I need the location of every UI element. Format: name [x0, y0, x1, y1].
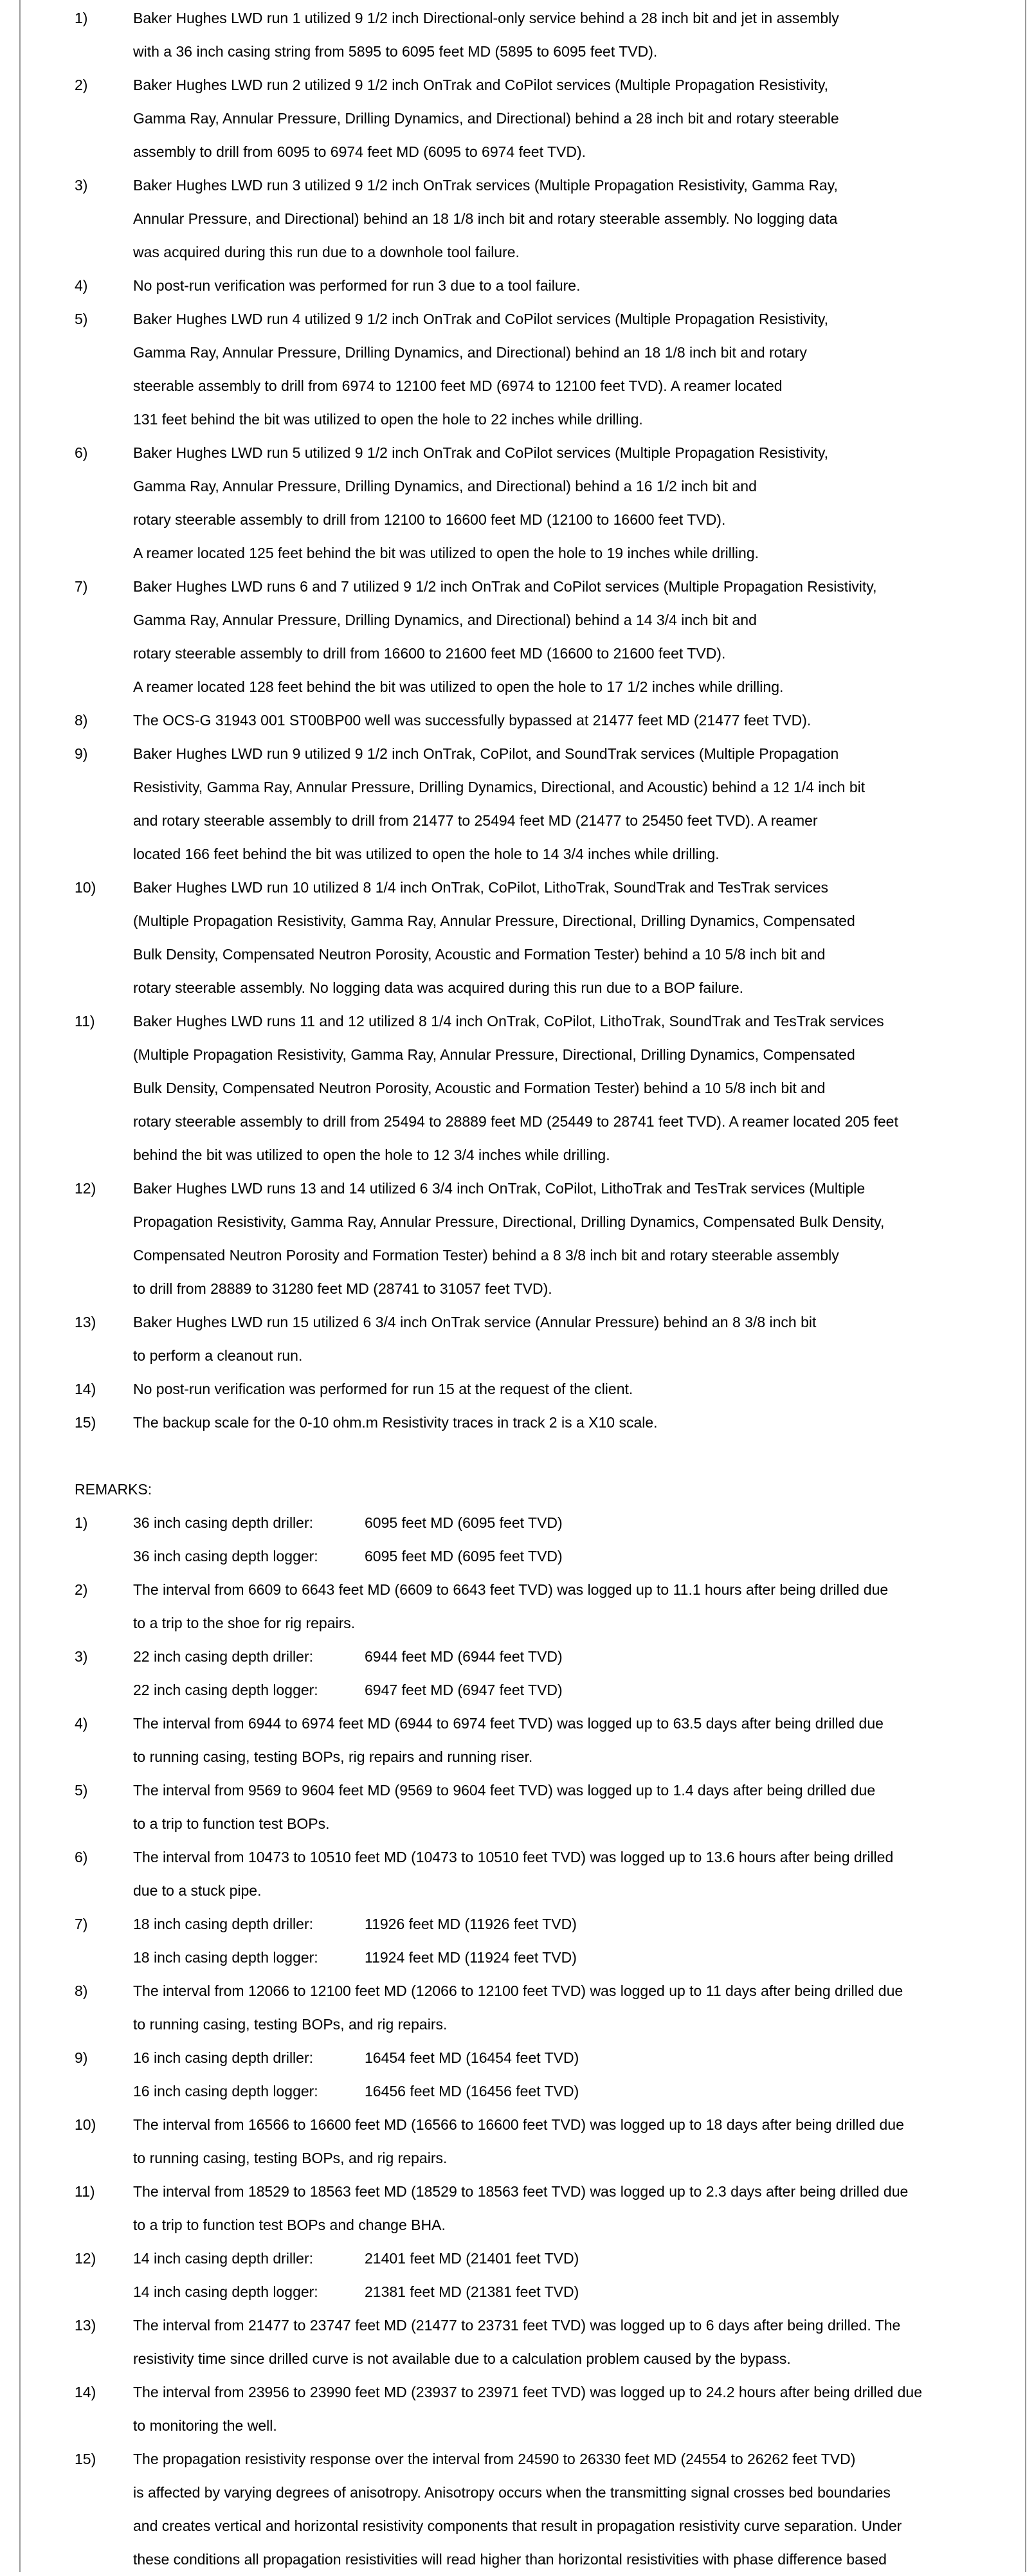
note-item	[0, 168, 1034, 269]
note-item-text-line: to drill from 28889 to 31280 feet MD (28741 to 31057 feet TVD).	[133, 1280, 552, 1297]
casing-depth-value: 16454 feet MD (16454 feet TVD)	[365, 2049, 579, 2066]
note-item-number: 1)	[75, 10, 88, 26]
casing-depth-row	[133, 1941, 1034, 1974]
remark-item-text-line: and creates vertical and horizontal resistivity components that result in propagation resistivity curve separation. Under	[133, 2517, 902, 2534]
note-item-number: 15)	[75, 1414, 96, 1431]
casing-depth-row	[133, 1907, 1034, 1941]
remark-item-number: 7)	[75, 1916, 88, 1932]
casing-depth-row	[133, 2275, 1034, 2308]
remark-item-number: 12)	[75, 2250, 96, 2267]
casing-depth-value: 21401 feet MD (21401 feet TVD)	[365, 2250, 579, 2267]
note-item-number: 6)	[75, 444, 88, 461]
remarks-heading: REMARKS:	[75, 1481, 152, 1498]
casing-depth-value: 16456 feet MD (16456 feet TVD)	[365, 2083, 579, 2100]
note-item-text-line: The OCS-G 31943 001 ST00BP00 well was successfully bypassed at 21477 feet MD (21477 feet TVD).	[133, 712, 812, 729]
remark-item-number: 8)	[75, 1982, 88, 1999]
note-item-text-line: Baker Hughes LWD run 10 utilized 8 1/4 inch OnTrak, CoPilot, LithoTrak, SoundTrak and TesTrak services	[133, 879, 829, 896]
remark-item-number: 5)	[75, 1782, 88, 1799]
note-item-number: 12)	[75, 1180, 96, 1197]
note-item-text-line: Gamma Ray, Annular Pressure, Drilling Dynamics, and Directional) behind a 28 inch bit and rotary steerable	[133, 110, 839, 127]
note-item-text-line: Compensated Neutron Porosity and Formation Tester) behind a 8 3/8 inch bit and rotary steerable assembly	[133, 1247, 839, 1264]
notes-list	[0, 1, 1034, 1439]
note-item-number: 3)	[75, 177, 88, 194]
remark-item-text-line: these conditions all propagation resistivities will read higher than horizontal resistivities with phase difference based	[133, 2551, 887, 2568]
note-item-text-line: rotary steerable assembly to drill from 12100 to 16600 feet MD (12100 to 16600 feet TVD).	[133, 511, 726, 528]
note-item-number: 10)	[75, 879, 96, 896]
remark-item-number: 9)	[75, 2049, 88, 2066]
note-item	[0, 1172, 1034, 1305]
remark-item-text-line: The interval from 23956 to 23990 feet MD (23937 to 23971 feet TVD) was logged up to 24.2 hours after being drilled due	[133, 2384, 923, 2400]
note-item	[0, 269, 1034, 302]
note-item-number: 13)	[75, 1314, 96, 1330]
casing-depth-row	[133, 1673, 1034, 1707]
note-item-text-line: Gamma Ray, Annular Pressure, Drilling Dynamics, and Directional) behind a 14 3/4 inch bit and	[133, 612, 757, 628]
note-item	[0, 1004, 1034, 1172]
note-item-text-line: steerable assembly to drill from 6974 to 12100 feet MD (6974 to 12100 feet TVD). A reamer located	[133, 377, 783, 394]
remark-item-text-line: The interval from 12066 to 12100 feet MD (12066 to 12100 feet TVD) was logged up to 11 days after being drilled due	[133, 1982, 903, 1999]
note-item-text-line: to perform a cleanout run.	[133, 1347, 303, 1364]
remark-item-text-line: to running casing, testing BOPs, and rig repairs.	[133, 2016, 448, 2033]
remark-item-number: 1)	[75, 1514, 88, 1531]
note-item	[0, 1305, 1034, 1372]
note-item-text-line: Propagation Resistivity, Gamma Ray, Annular Pressure, Directional, Drilling Dynamics, Compensated Bulk Density,	[133, 1213, 885, 1230]
remark-item-text-line: The interval from 6944 to 6974 feet MD (6944 to 6974 feet TVD) was logged up to 63.5 days after being drilled due	[133, 1715, 884, 1732]
note-item-number: 4)	[75, 277, 88, 294]
casing-depth-label: 18 inch casing depth driller:	[133, 1916, 313, 1932]
remark-item-number: 6)	[75, 1849, 88, 1865]
remark-item	[0, 1840, 1034, 1907]
casing-depth-label: 22 inch casing depth logger:	[133, 1682, 318, 1698]
remark-item-number: 2)	[75, 1581, 88, 1598]
note-item	[0, 570, 1034, 703]
note-item-text-line: Baker Hughes LWD runs 13 and 14 utilized 6 3/4 inch OnTrak, CoPilot, LithoTrak and TesTrak services (Multiple	[133, 1180, 866, 1197]
casing-depth-value: 11924 feet MD (11924 feet TVD)	[365, 1949, 577, 1966]
casing-depth-label: 16 inch casing depth driller:	[133, 2049, 313, 2066]
casing-depth-label: 18 inch casing depth logger:	[133, 1949, 318, 1966]
remark-item	[0, 1773, 1034, 1840]
remark-item	[0, 1907, 1034, 1974]
remark-item	[0, 2242, 1034, 2308]
remark-item-number: 15)	[75, 2451, 96, 2467]
remark-item-text-line: The interval from 18529 to 18563 feet MD (18529 to 18563 feet TVD) was logged up to 2.3 days after being drilled due	[133, 2183, 909, 2200]
note-item-text-line: Baker Hughes LWD run 9 utilized 9 1/2 inch OnTrak, CoPilot, and SoundTrak services (Multiple Propagation	[133, 745, 839, 762]
remark-item	[0, 2108, 1034, 2175]
note-item-text-line: with a 36 inch casing string from 5895 to 6095 feet MD (5895 to 6095 feet TVD).	[133, 43, 658, 60]
remark-item-text-line: The interval from 9569 to 9604 feet MD (9569 to 9604 feet TVD) was logged up to 1.4 days after being drilled due	[133, 1782, 876, 1799]
note-item-number: 7)	[75, 578, 88, 595]
remark-item-text-line: to running casing, testing BOPs, and rig repairs.	[133, 2150, 448, 2166]
remark-item-text-line: is affected by varying degrees of anisotropy. Anisotropy occurs when the transmitting signal crosses bed boundaries	[133, 2484, 891, 2501]
casing-depth-row	[133, 1640, 1034, 1673]
remark-item-number: 4)	[75, 1715, 88, 1732]
note-item	[0, 302, 1034, 436]
casing-depth-value: 21381 feet MD (21381 feet TVD)	[365, 2283, 579, 2300]
casing-depth-value: 6947 feet MD (6947 feet TVD)	[365, 1682, 563, 1698]
remark-item-text-line: to monitoring the well.	[133, 2417, 277, 2434]
remark-item-text-line: The interval from 10473 to 10510 feet MD (10473 to 10510 feet TVD) was logged up to 13.6 hours after being drilled	[133, 1849, 894, 1865]
remark-item-text-line: The interval from 21477 to 23747 feet MD (21477 to 23731 feet TVD) was logged up to 6 days after being drilled. The	[133, 2317, 901, 2334]
note-item	[0, 737, 1034, 871]
remark-item	[0, 1974, 1034, 2041]
note-item-text-line: A reamer located 125 feet behind the bit was utilized to open the hole to 19 inches while drilling.	[133, 545, 759, 561]
casing-depth-row	[133, 1539, 1034, 1573]
casing-depth-label: 22 inch casing depth driller:	[133, 1648, 313, 1665]
remark-item	[0, 2041, 1034, 2108]
note-item-text-line: Bulk Density, Compensated Neutron Porosity, Acoustic and Formation Tester) behind a 10 5/8 inch bit and	[133, 1080, 826, 1096]
note-item-text-line: rotary steerable assembly. No logging data was acquired during this run due to a BOP failure.	[133, 979, 744, 996]
casing-depth-label: 16 inch casing depth logger:	[133, 2083, 318, 2100]
casing-depth-label: 14 inch casing depth driller:	[133, 2250, 313, 2267]
remark-item-number: 3)	[75, 1648, 88, 1665]
note-item-text-line: Baker Hughes LWD run 15 utilized 6 3/4 inch OnTrak service (Annular Pressure) behind an 8 3/8 inch bit	[133, 1314, 817, 1330]
note-item	[0, 1406, 1034, 1439]
note-item-text-line: No post-run verification was performed for run 3 due to a tool failure.	[133, 277, 581, 294]
casing-depth-label: 14 inch casing depth logger:	[133, 2283, 318, 2300]
note-item	[0, 68, 1034, 168]
note-item-number: 8)	[75, 712, 88, 729]
note-item-text-line: Gamma Ray, Annular Pressure, Drilling Dynamics, and Directional) behind an 18 1/8 inch bit and rotary	[133, 344, 807, 361]
remark-item-text-line: due to a stuck pipe.	[133, 1882, 262, 1899]
note-item-text-line: Baker Hughes LWD run 4 utilized 9 1/2 inch OnTrak and CoPilot services (Multiple Propagation Resistivity,	[133, 311, 829, 327]
casing-depth-label: 36 inch casing depth driller:	[133, 1514, 313, 1531]
note-item	[0, 1, 1034, 68]
note-item-number: 11)	[75, 1013, 95, 1029]
note-item-text-line: Baker Hughes LWD run 1 utilized 9 1/2 inch Directional-only service behind a 28 inch bit and jet in assembly	[133, 10, 839, 26]
note-item-text-line: Annular Pressure, and Directional) behind an 18 1/8 inch bit and rotary steerable assembly. No logging data	[133, 210, 838, 227]
remark-item	[0, 2375, 1034, 2442]
note-item-text-line: Baker Hughes LWD runs 11 and 12 utilized 8 1/4 inch OnTrak, CoPilot, LithoTrak, SoundTrak and TesTrak services	[133, 1013, 884, 1029]
note-item-text-line: Baker Hughes LWD run 2 utilized 9 1/2 inch OnTrak and CoPilot services (Multiple Propagation Resistivity,	[133, 77, 829, 93]
remark-item-number: 11)	[75, 2183, 95, 2200]
note-item-text-line: rotary steerable assembly to drill from 25494 to 28889 feet MD (25449 to 28741 feet TVD). A reamer located 205 feet	[133, 1113, 898, 1130]
note-item-text-line: A reamer located 128 feet behind the bit was utilized to open the hole to 17 1/2 inches while drilling.	[133, 678, 784, 695]
remark-item	[0, 2308, 1034, 2375]
note-item-number: 2)	[75, 77, 88, 93]
note-item	[0, 871, 1034, 1004]
note-item-text-line: located 166 feet behind the bit was utilized to open the hole to 14 3/4 inches while drilling.	[133, 846, 720, 862]
remark-item-number: 13)	[75, 2317, 96, 2334]
casing-depth-row	[133, 2074, 1034, 2108]
remark-item-text-line: resistivity time since drilled curve is not available due to a calculation problem caused by the bypass.	[133, 2350, 791, 2367]
remark-item-text-line: to a trip to the shoe for rig repairs.	[133, 1615, 356, 1631]
remark-item-number: 14)	[75, 2384, 96, 2400]
remark-item-text-line: The interval from 6609 to 6643 feet MD (6609 to 6643 feet TVD) was logged up to 11.1 hours after being drilled due	[133, 1581, 889, 1598]
note-item-number: 14)	[75, 1381, 96, 1397]
remark-item-number: 10)	[75, 2116, 96, 2133]
remark-item-text-line: to a trip to function test BOPs and change BHA.	[133, 2217, 446, 2233]
note-item-text-line: behind the bit was utilized to open the hole to 12 3/4 inches while drilling.	[133, 1147, 610, 1163]
note-item-text-line: Bulk Density, Compensated Neutron Porosity, Acoustic and Formation Tester) behind a 10 5/8 inch bit and	[133, 946, 826, 963]
note-item-text-line: (Multiple Propagation Resistivity, Gamma Ray, Annular Pressure, Directional, Drilling Dynamics, Compensated	[133, 1046, 855, 1063]
remark-item-text-line: The propagation resistivity response over the interval from 24590 to 26330 feet MD (24554 to 26262 feet TVD)	[133, 2451, 856, 2467]
remark-item	[0, 1640, 1034, 1707]
remark-item-text-line: to running casing, testing BOPs, rig repairs and running riser.	[133, 1748, 533, 1765]
note-item-text-line: Baker Hughes LWD runs 6 and 7 utilized 9 1/2 inch OnTrak and CoPilot services (Multiple Propagation Resistivity,	[133, 578, 877, 595]
note-item-text-line: Gamma Ray, Annular Pressure, Drilling Dynamics, and Directional) behind a 16 1/2 inch bit and	[133, 478, 757, 494]
note-item-text-line: rotary steerable assembly to drill from 16600 to 21600 feet MD (16600 to 21600 feet TVD).	[133, 645, 726, 662]
note-item-text-line: was acquired during this run due to a downhole tool failure.	[133, 244, 520, 260]
casing-depth-label: 36 inch casing depth logger:	[133, 1548, 318, 1565]
note-item-text-line: 131 feet behind the bit was utilized to open the hole to 22 inches while drilling.	[133, 411, 643, 428]
note-item	[0, 703, 1034, 737]
note-item-text-line: assembly to drill from 6095 to 6974 feet MD (6095 to 6974 feet TVD).	[133, 143, 586, 160]
note-item-number: 9)	[75, 745, 88, 762]
note-item-number: 5)	[75, 311, 88, 327]
remark-item	[0, 2442, 1034, 2576]
note-item-text-line: (Multiple Propagation Resistivity, Gamma Ray, Annular Pressure, Directional, Drilling Dynamics, Compensated	[133, 912, 855, 929]
casing-depth-value: 11926 feet MD (11926 feet TVD)	[365, 1916, 577, 1932]
note-item-text-line: The backup scale for the 0-10 ohm.m Resistivity traces in track 2 is a X10 scale.	[133, 1414, 658, 1431]
remark-item	[0, 1506, 1034, 1573]
note-item	[0, 1372, 1034, 1406]
remarks-list	[0, 1506, 1034, 2576]
note-item	[0, 436, 1034, 570]
note-item-text-line: Baker Hughes LWD run 5 utilized 9 1/2 inch OnTrak and CoPilot services (Multiple Propagation Resistivity,	[133, 444, 829, 461]
remark-item	[0, 2175, 1034, 2242]
note-item-text-line: No post-run verification was performed for run 15 at the request of the client.	[133, 1381, 633, 1397]
note-item-text-line: Baker Hughes LWD run 3 utilized 9 1/2 inch OnTrak services (Multiple Propagation Resistivity, Gamma Ray,	[133, 177, 838, 194]
casing-depth-value: 6095 feet MD (6095 feet TVD)	[365, 1514, 563, 1531]
remark-item	[0, 1707, 1034, 1773]
casing-depth-row	[133, 2242, 1034, 2275]
note-item-text-line: and rotary steerable assembly to drill from 21477 to 25494 feet MD (21477 to 25450 feet TVD). A reamer	[133, 812, 818, 829]
casing-depth-row	[133, 2041, 1034, 2074]
note-item-text-line: Resistivity, Gamma Ray, Annular Pressure, Drilling Dynamics, Directional, and Acoustic) behind a 12 1/4 inch bit	[133, 779, 866, 795]
remark-item	[0, 1573, 1034, 1640]
remark-item-text-line: The interval from 16566 to 16600 feet MD (16566 to 16600 feet TVD) was logged up to 18 days after being drilled due	[133, 2116, 904, 2133]
casing-depth-value: 6944 feet MD (6944 feet TVD)	[365, 1648, 563, 1665]
casing-depth-row	[133, 1506, 1034, 1539]
casing-depth-value: 6095 feet MD (6095 feet TVD)	[365, 1548, 563, 1565]
remark-item-text-line: to a trip to function test BOPs.	[133, 1815, 330, 1832]
